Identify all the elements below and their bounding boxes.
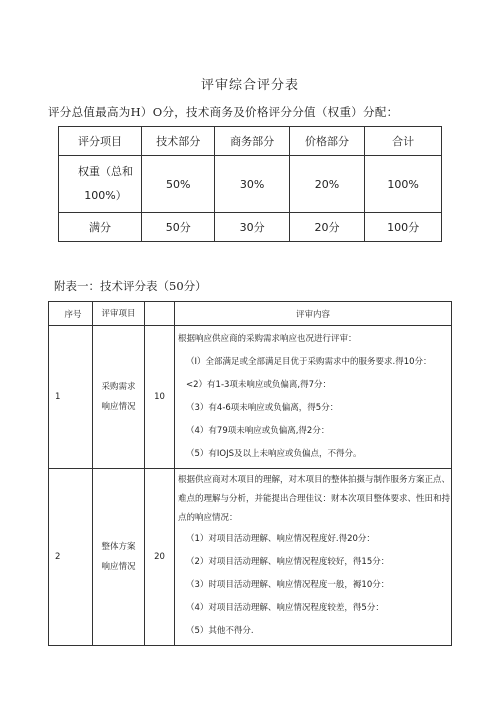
weight-value: 30%: [215, 156, 289, 213]
header-cell: 合计: [365, 127, 442, 156]
tech-header-row: [49, 302, 452, 326]
header-cell: 技术部分: [141, 127, 214, 156]
row-item: [93, 326, 145, 469]
weight-row: [59, 156, 442, 213]
content-line: <2）有1-3项未响应或负偏离,得7分：: [186, 380, 332, 390]
row-content: [175, 326, 452, 469]
row-score: 10: [145, 326, 175, 469]
table-row: [49, 326, 452, 469]
full-score-label: 满分: [59, 213, 142, 242]
row-number: 1: [49, 326, 93, 469]
weight-value: 100%: [365, 156, 442, 213]
weight-value: 20%: [289, 156, 364, 213]
intro-text: 评分总值最高为H）O分，技术商务及价格评分分值（权重）分配：: [48, 105, 399, 119]
row-item-line: 响应情况: [101, 562, 136, 572]
full-score-value: 50分: [141, 213, 214, 242]
weight-label-cell: [59, 156, 142, 213]
row-score: 20: [145, 469, 175, 646]
header-cell: 评审内容: [175, 302, 452, 326]
row-number: 2: [49, 469, 93, 646]
content-intro: 根据响应供应商的采购需求响应也况进行评审：: [178, 334, 357, 344]
content-line: （4）有79项未响应或负偏离,得2分：: [186, 426, 330, 436]
content-line: （3）时项目活动理解、响应情况程度一般，褥10分：: [186, 580, 390, 590]
row-item-line: 整体方案: [101, 542, 136, 552]
appendix-title: 附表一：技术评分表（50分）: [54, 279, 207, 293]
full-score-value: 30分: [215, 213, 289, 242]
header-cell: 商务部分: [215, 127, 289, 156]
row-item-line: 响应情况: [101, 402, 136, 412]
full-score-row: [59, 213, 442, 242]
header-cell: 评分项目: [59, 127, 142, 156]
content-line: （I）全部满足或全部满足目优于采购需求中的服务要求.得10分：: [186, 357, 432, 367]
row-item-line: 采购需求: [101, 382, 136, 392]
weight-label-line1: 权重（总和: [77, 165, 133, 178]
tech-score-table: [48, 301, 452, 646]
full-score-value: 100分: [365, 213, 442, 242]
row-item: [93, 469, 145, 646]
content-line: （4）对项目活动理解、响应情况程度较差，得5分：: [186, 603, 384, 613]
header-cell: 价格部分: [289, 127, 364, 156]
content-line: （3）有4-6项未响应或负偏离，得5分：: [186, 403, 339, 413]
summary-header-row: [59, 127, 442, 156]
summary-table: [58, 126, 442, 242]
table-row: [49, 469, 452, 646]
page-title: 评审综合评分表: [200, 78, 299, 93]
weight-value: 50%: [141, 156, 214, 213]
content-line: （1）对项目活动理解、响应情况程度好.得20分：: [186, 534, 375, 544]
header-cell: 序号: [49, 302, 93, 326]
content-line: （5）有IOJS及以上未响应或负偏点，不得分。: [186, 449, 362, 459]
full-score-value: 20分: [289, 213, 364, 242]
weight-label-line2: 100%）: [84, 189, 127, 202]
content-intro: 根据供应商对木项目的理解，对木项目的整体拍摄与制作服务方案正点、难点的理解与分析，并能提出合理佳议：财本次项目整体要求、性田和持点的响应情况：: [178, 475, 451, 523]
header-cell: 评审项目: [93, 302, 145, 326]
header-cell: [145, 302, 175, 326]
content-line: （2）对项目活动理解、响应情况程度较好，得15分：: [186, 557, 390, 567]
row-content: [175, 469, 452, 646]
content-line: （5）其他不得分.: [186, 626, 254, 636]
